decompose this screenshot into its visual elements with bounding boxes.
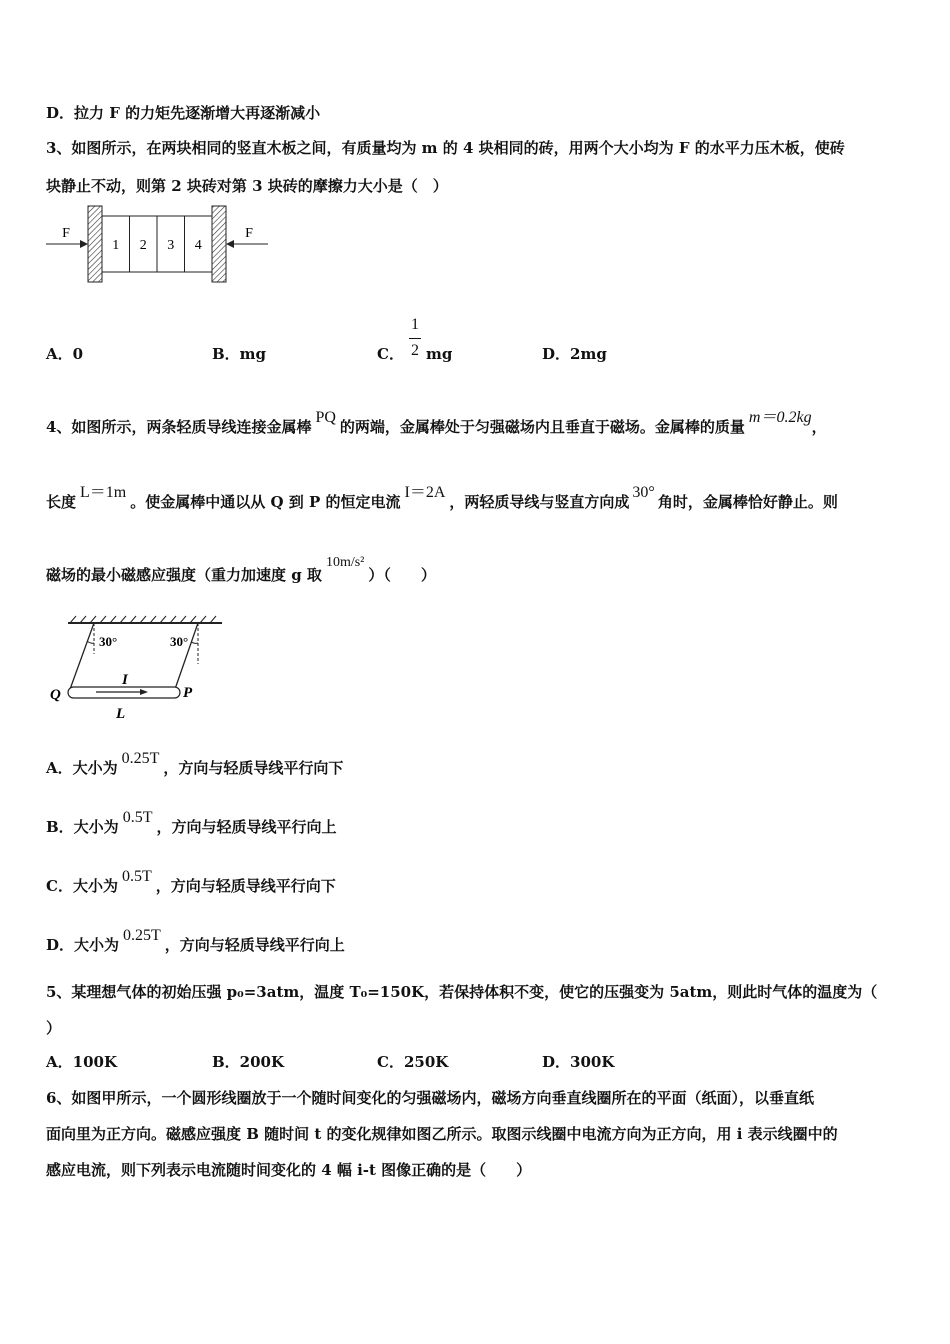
q6-stem-line1: 6、如图甲所示，一个圆形线圈放于一个随时间变化的匀强磁场内，磁场方向垂直线圈所在的平面（纸面），以垂直纸 (46, 1089, 814, 1107)
q3-option-d[interactable]: D．2mg (542, 345, 607, 363)
label-l: L (116, 706, 126, 722)
q2-option-d: D．拉力 F 的力矩先逐渐增大再逐渐减小 (46, 104, 321, 122)
q4-l2-text-d: 角时，金属棒恰好静止。则 (657, 493, 838, 511)
ceiling-hatch (70, 616, 216, 623)
q3-stem-line1: 3、如图所示，在两块相同的竖直木板之间，有质量均为 m 的 4 块相同的砖，用两个大小均为 F 的水平力压木板，使砖 (46, 139, 845, 157)
force-label-right: F (245, 226, 253, 241)
q3-option-c-denominator: 2 (411, 342, 419, 359)
q3-stem-line2: 块静止不动，则第 2 块砖对第 3 块砖的摩擦力大小是（ ） (46, 177, 448, 195)
force-label-left: F (62, 226, 70, 241)
q4-l2-current: I＝2A (404, 484, 446, 501)
left-board (88, 206, 102, 282)
q4-l2-angle: 30° (632, 484, 655, 501)
q5-option-d[interactable]: D．300K (542, 1053, 615, 1071)
q4-l3-gravity: 10m/s² (325, 555, 365, 570)
q4-option-a-pre: A．大小为 (46, 759, 118, 777)
arrowhead-left (80, 240, 88, 248)
q4-stem-line2 (46, 484, 838, 512)
label-i: I (122, 672, 128, 688)
brick-1-label: 1 (112, 238, 120, 253)
q5-stem-line1: 5、某理想气体的初始压强 p₀=3atm，温度 T₀=150K，若保持体积不变，使它的压强变为 5atm，则此时气体的温度为（ (46, 983, 878, 1001)
q4-option-a[interactable] (46, 750, 344, 778)
q4-option-b-pre: B．大小为 (46, 818, 119, 836)
label-q: Q (50, 687, 61, 703)
q6-stem-line3: 感应电流，则下列表示电流随时间变化的 4 幅 i-t 图像正确的是（ ） (46, 1161, 532, 1179)
q4-rod-figure (44, 612, 234, 727)
q4-l1-text-b: 的两端，金属棒处于匀强磁场内且垂直于磁场。金属棒的质量 (339, 418, 745, 436)
q4-option-b-value: 0.5T (122, 809, 153, 826)
q4-option-d[interactable] (46, 927, 345, 955)
q4-l1-text-a: 4、如图所示，两条轻质导线连接金属棒 (46, 418, 312, 436)
q4-option-a-value: 0.25T (121, 750, 160, 767)
angle-right-label: 30° (170, 634, 189, 649)
q3-option-c-numerator: 1 (411, 316, 419, 333)
arrowhead-right (226, 240, 234, 248)
left-wire (69, 623, 94, 692)
label-p: P (183, 685, 193, 701)
q3-option-c-fraction-bar (409, 338, 421, 339)
q3-option-c-prefix: C． (377, 345, 404, 363)
q3-option-c-unit: mg (425, 345, 453, 363)
brick-3-label: 3 (167, 238, 175, 253)
q5-option-a[interactable]: A．100K (46, 1053, 117, 1071)
q4-l3-text-b: ）（ ） (368, 566, 436, 584)
q4-stem-line1 (46, 409, 827, 437)
q6-stem-line2: 面向里为正方向。磁感应强度 B 随时间 t 的变化规律如图乙所示。取图示线圈中电流方向为正方向，用 i 表示线圈中的 (46, 1125, 838, 1143)
q4-option-b-post: ，方向与轻质导线平行向上 (156, 818, 337, 836)
q4-option-c-value: 0.5T (121, 868, 152, 885)
q4-option-d-pre: D．大小为 (46, 936, 120, 954)
q3-brick-figure (44, 200, 274, 290)
q4-option-c-pre: C．大小为 (46, 877, 118, 895)
brick-4-label: 4 (194, 238, 202, 253)
q3-option-b[interactable]: B．mg (212, 345, 267, 363)
q4-option-b[interactable] (46, 809, 337, 837)
right-board (212, 206, 226, 282)
q5-stem-line2: ） (46, 1019, 62, 1037)
q4-option-d-post: ，方向与轻质导线平行向上 (164, 936, 345, 954)
q4-l1-text-c: ， (811, 418, 827, 436)
left-angle-arc (87, 641, 94, 643)
q4-l2-text-c: ，两轻质导线与竖直方向成 (449, 493, 630, 511)
q4-stem-line3 (46, 555, 436, 585)
q5-option-b[interactable]: B．200K (212, 1053, 285, 1071)
angle-left-label: 30° (99, 634, 118, 649)
q4-l3-text-a: 磁场的最小磁感应强度（重力加速度 g 取 (46, 566, 322, 584)
brick-2-label: 2 (139, 238, 147, 253)
q4-option-c[interactable] (46, 868, 336, 896)
q4-option-d-value: 0.25T (123, 927, 161, 944)
q4-l2-text-b: 。使金属棒中通以从 Q 到 P 的恒定电流 (130, 493, 401, 511)
right-angle-arc (191, 642, 198, 643)
q4-l1-pq: PQ (315, 409, 336, 426)
q4-option-c-post: ，方向与轻质导线平行向下 (155, 877, 336, 895)
q4-l1-mass: m＝0.2kg (748, 409, 812, 426)
q5-option-c[interactable]: C．250K (377, 1053, 449, 1071)
q3-option-a[interactable]: A．0 (46, 345, 84, 363)
q4-option-a-post: ，方向与轻质导线平行向下 (163, 759, 344, 777)
q4-l2-length: L＝1m (80, 484, 127, 501)
q4-l2-text-a: 长度 (46, 493, 77, 511)
